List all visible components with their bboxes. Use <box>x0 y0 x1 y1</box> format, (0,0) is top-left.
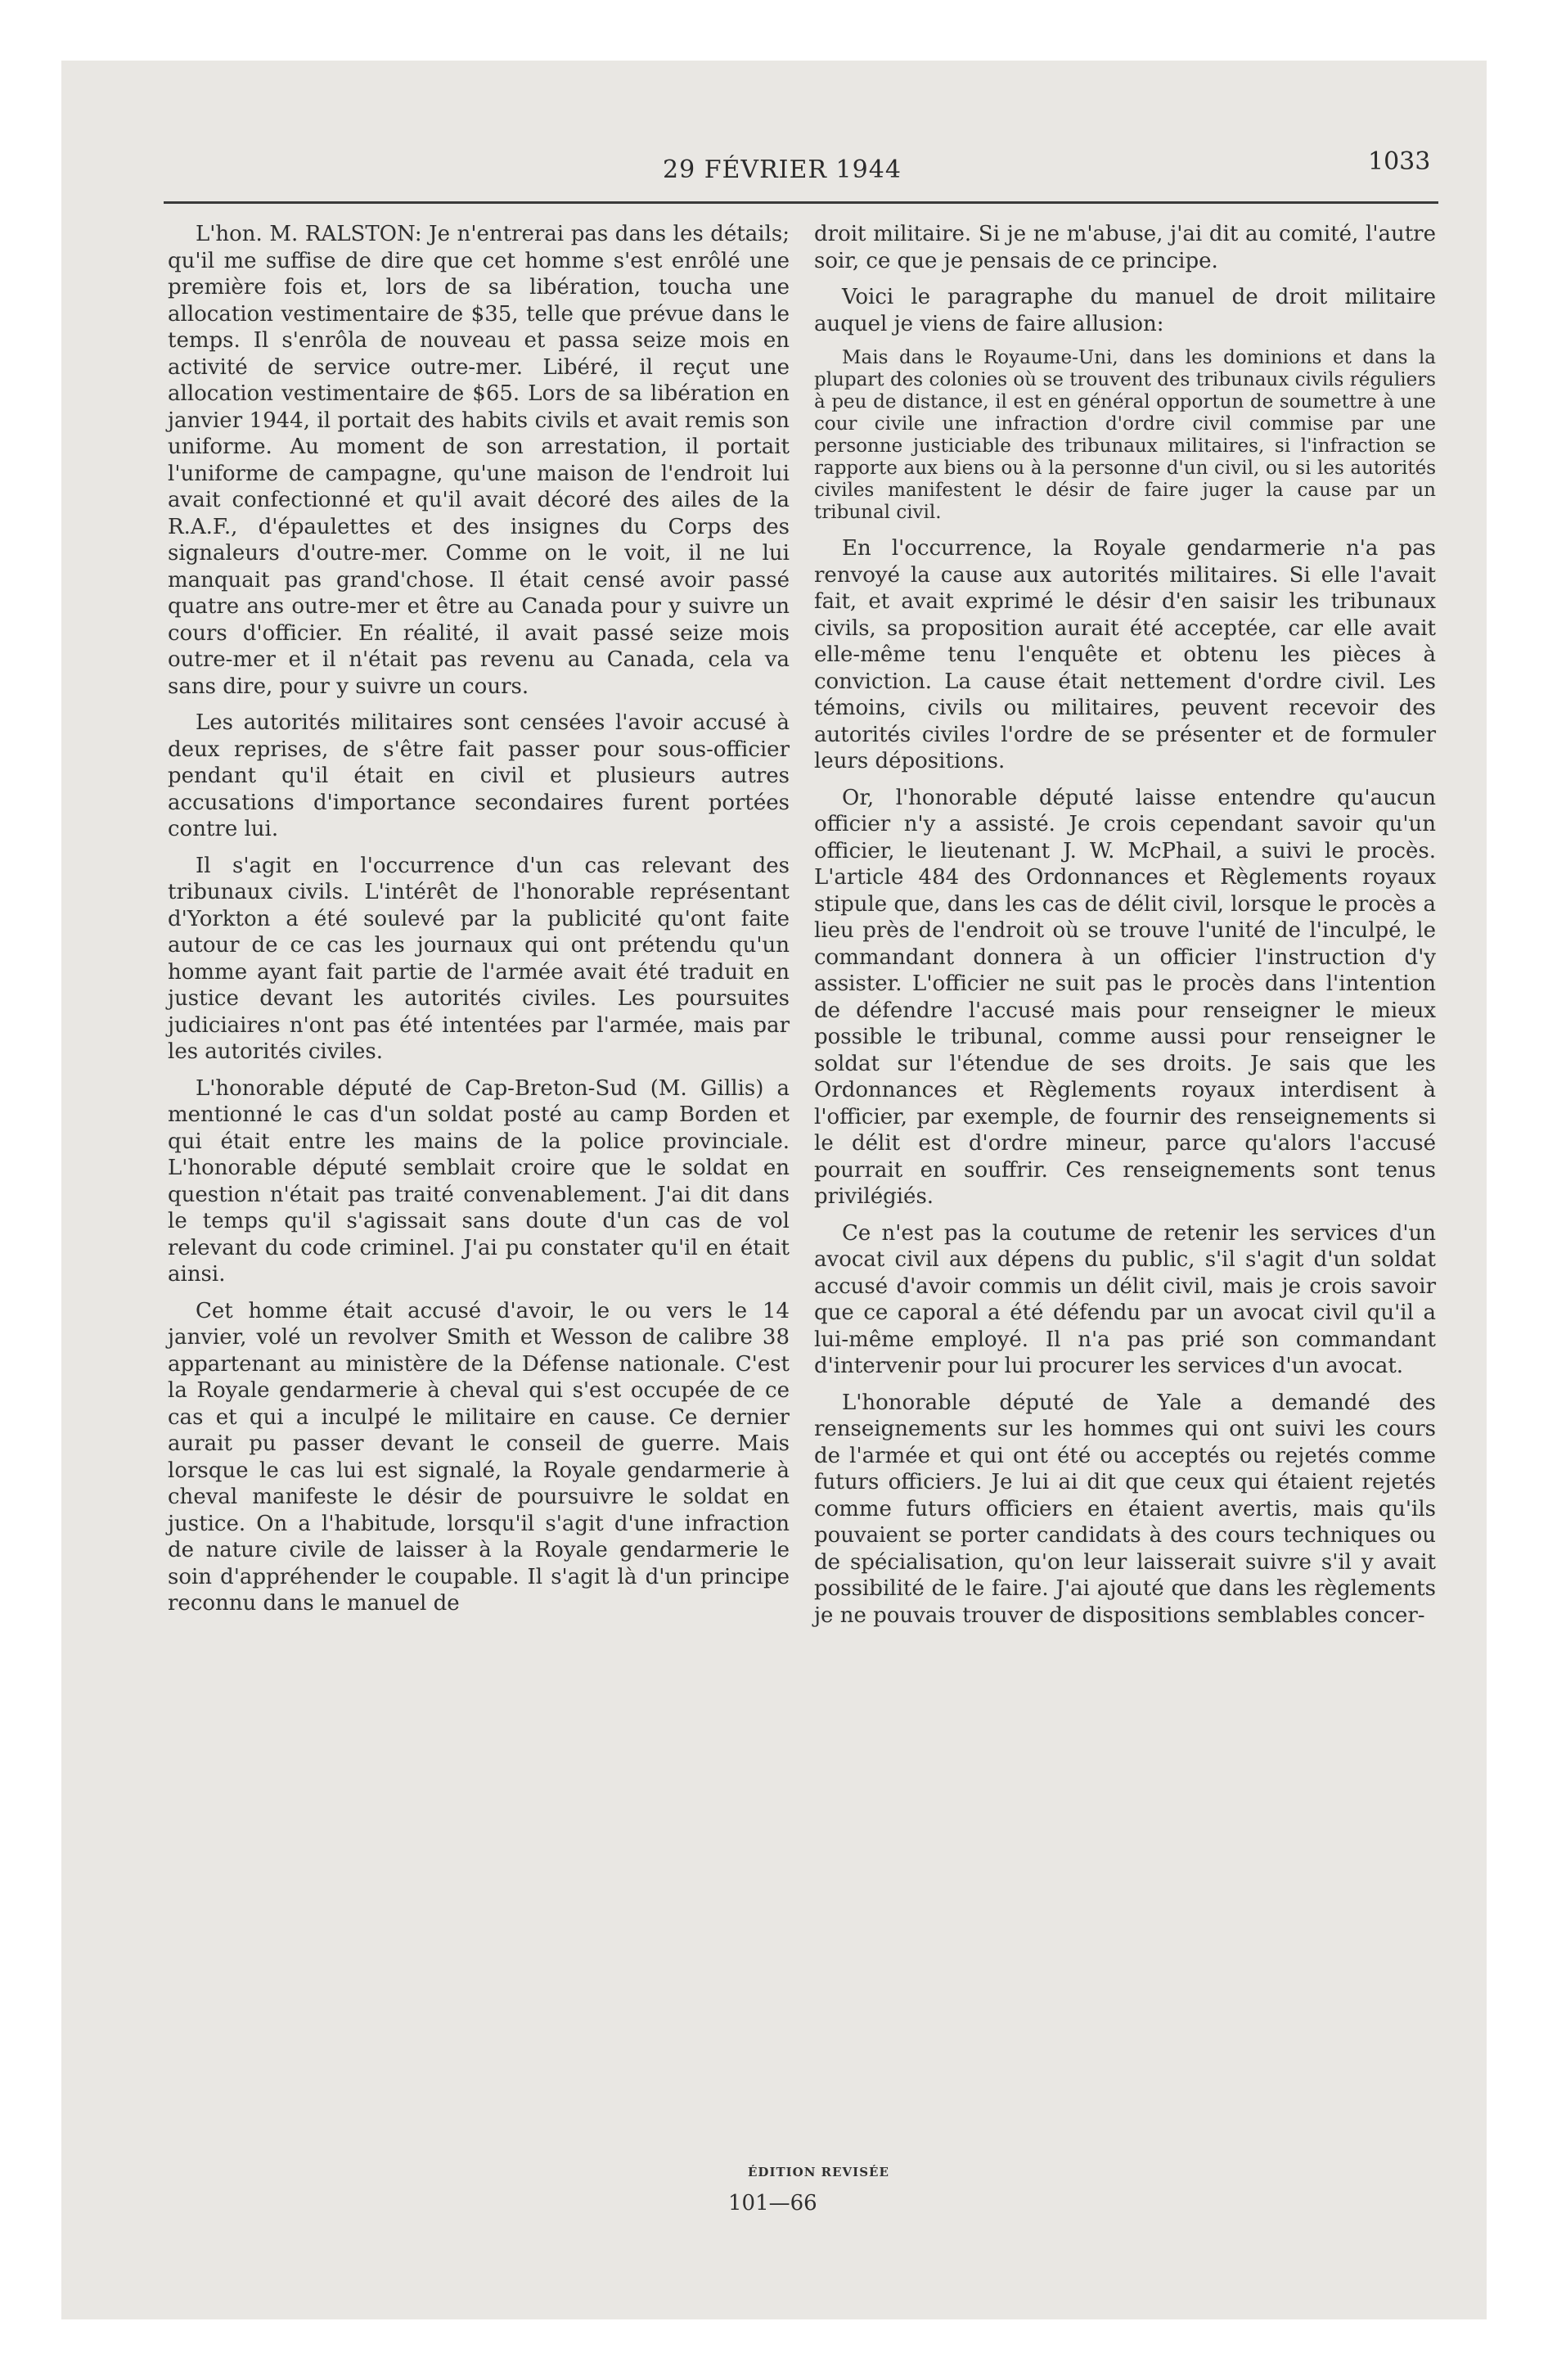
edition-label: ÉDITION REVISÉE <box>748 2165 889 2179</box>
header-rule <box>164 201 1438 204</box>
paragraph: Or, l'honorable député laisse entendre qu'aucun officier n'y a assisté. Je crois cependant savoir qu'un officier, le lieutenant J. W. McPhail, a suivi le procès. L'article 484 des Ordonnances et Règlements royaux stipule que, dans les cas de délit civil, lorsque le procès a lieu près de l'endroit où se trouve l'unité de l'inculpé, le commandant donnera à un officier l'instruction d'y assister. L'officier ne suit pas le procès dans l'intention de défendre l'accusé mais pour renseigner le mieux possible le tribunal, comme aussi pour renseigner le soldat sur l'étendue de ses droits. Je sais que les Ordonnances et Règlements royaux interdisent à l'officier, par exemple, de fournir des renseignements si le délit est d'ordre mineur, parce qu'alors l'accusé pourrait en souffrir. Ces renseignements sont tenus privilégiés. <box>814 785 1436 1209</box>
paragraph: L'honorable député de Yale a demandé des renseignements sur les hommes qui ont suivi les cours de l'armée et qui ont été ou acceptés ou rejetés comme futurs officiers. Je lui ai dit que ceux qui étaient rejetés comme futurs officiers en étaient avertis, mais qu'ils pouvaient se porter candidats à des cours techniques ou de spécialisation, qu'on leur laisserait suivre s'il y avait possibilité de le faire. J'ai ajouté que dans les règlements je ne pouvais trouver de dispositions semblables concer- <box>814 1390 1436 1628</box>
left-column <box>168 221 790 1627</box>
paragraph: Ce n'est pas la coutume de retenir les services d'un avocat civil aux dépens du public, s'il s'agit d'un soldat accusé d'avoir commis un délit civil, mais je crois savoir que ce caporal a été défendu par un avocat civil qu'il a lui-même employé. Il n'a pas prié son commandant d'intervenir pour lui procurer les services d'un avocat. <box>814 1220 1436 1378</box>
paragraph: Il s'agit en l'occurrence d'un cas relevant des tribunaux civils. L'intérêt de l'honorable représentant d'Yorkton a été soulevé par la publicité qu'ont faite autour de ce cas les journaux qui ont prétendu qu'un homme ayant fait partie de l'armée avait été traduit en justice devant les autorités civiles. Les poursuites judiciaires n'ont pas été intentées par l'armée, mais par les autorités civiles. <box>168 853 790 1064</box>
paragraph: En l'occurrence, la Royale gendarmerie n'a pas renvoyé la cause aux autorités militaires. Si elle l'avait fait, et avait exprimé le désir d'en saisir les tribunaux civils, sa proposition aurait été acceptée, car elle avait elle-même tenu l'enquête et obtenu les pièces à conviction. La cause était nettement d'ordre civil. Les témoins, civils ou militaires, peuvent recevoir des autorités civiles l'ordre de se présenter et de formuler leurs dépositions. <box>814 536 1436 773</box>
right-column <box>814 221 1436 1639</box>
paragraph: Les autorités militaires sont censées l'avoir accusé à deux reprises, de s'être fait passer pour sous-officier pendant qu'il était en civil et plusieurs autres accusations d'importance secondaires furent portées contre lui. <box>168 710 790 841</box>
paragraph: Cet homme était accusé d'avoir, le ou vers le 14 janvier, volé un revolver Smith et Wesson de calibre 38 appartenant au ministère de la Défense nationale. C'est la Royale gendarmerie à cheval qui s'est occupée de ce cas et qui a inculpé le militaire en cause. Ce dernier aurait pu passer devant le conseil de guerre. Mais lorsque le cas lui est signalé, la Royale gendarmerie à cheval manifeste le désir de poursuivre le soldat en justice. On a l'habitude, lorsqu'il s'agit d'une infraction de nature civile de laisser à la Royale gendarmerie le soin d'appréhender le coupable. Il s'agit là d'un principe reconnu dans le manuel de <box>168 1298 790 1616</box>
paragraph: Voici le paragraphe du manuel de droit militaire auquel je viens de faire allusion: <box>814 285 1436 336</box>
paragraph: L'hon. M. RALSTON: Je n'entrerai pas dans les détails; qu'il me suffise de dire que cet homme s'est enrôlé une première fois et, lors de sa libération, toucha une allocation vestimentaire de $35, telle que prévue dans le temps. Il s'enrôla de nouveau et passa seize mois en activité de service outre-mer. Libéré, il reçut une allocation vestimentaire de $65. Lors de sa libération en janvier 1944, il portait des habits civils et avait remis son uniforme. Au moment de son arrestation, il portait l'uniforme de campagne, qu'une maison de l'endroit lui avait confectionné et qu'il avait décoré des ailes de la R.A.F., d'épaulettes et des insignes du Corps des signaleurs d'outre-mer. Comme on le voit, il ne lui manquait pas grand'chose. Il était censé avoir passé quatre ans outre-mer et être au Canada pour y suivre un cours d'officier. En réalité, il avait passé seize mois outre-mer et il n'était pas revenu au Canada, cela va sans dire, pour y suivre un cours. <box>168 222 790 699</box>
paragraph: L'honorable député de Cap-Breton-Sud (M. Gillis) a mentionné le cas d'un soldat posté au camp Borden et qui était entre les mains de la police provinciale. L'honorable député semblait croire que le soldat en question n'était pas traité convenablement. J'ai dit dans le temps qu'il s'agissait sans doute d'un cas de vol relevant du code criminel. J'ai pu constater qu'il en était ainsi. <box>168 1075 790 1287</box>
page-date: 29 FÉVRIER 1944 <box>663 156 902 184</box>
paragraph: droit militaire. Si je ne m'abuse, j'ai dit au comité, l'autre soir, ce que je pensais de ce principe. <box>814 222 1436 273</box>
sheet-code: 101—66 <box>728 2191 817 2215</box>
block-quote: Mais dans le Royaume-Uni, dans les dominions et dans la plupart des colonies où se trouvent des tribunaux civils réguliers à peu de distance, il est en général opportun de soumettre à une cour civile une infraction d'ordre civil commise par une personne justiciable des tribunaux militaires, si l'infraction se rapporte aux biens ou à la personne d'un civil, ou si les autorités civiles manifestent le désir de faire juger la cause par un tribunal civil. <box>814 347 1436 523</box>
page-number: 1033 <box>1368 147 1431 176</box>
